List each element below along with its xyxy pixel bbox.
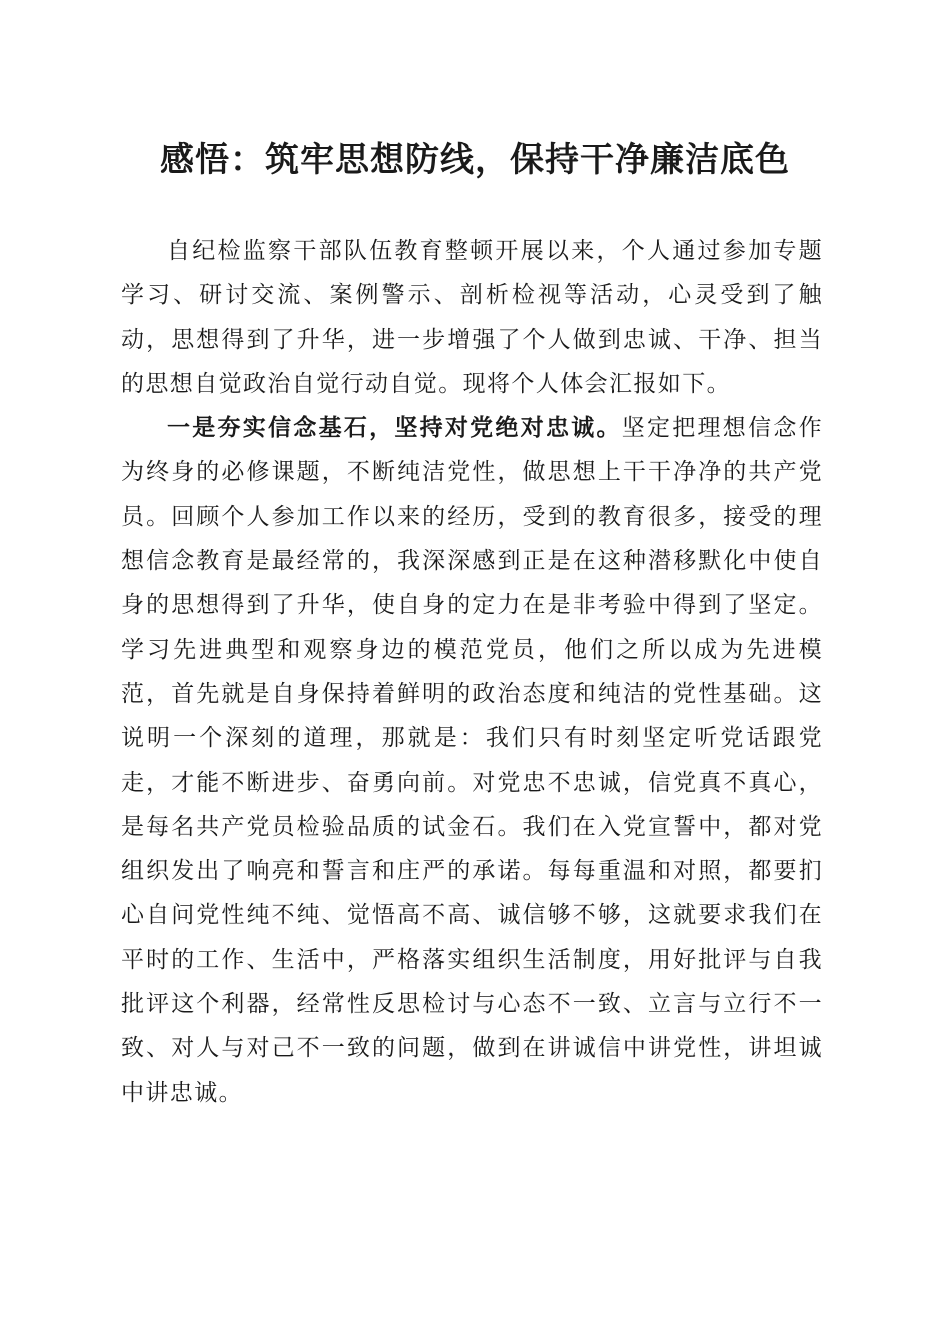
paragraph-intro — [121, 229, 823, 406]
document-body — [121, 229, 823, 1115]
paragraph-section-one — [121, 406, 823, 1115]
document-title: 感悟：筑牢思想防线，保持干净廉洁底色 — [160, 140, 790, 180]
section-one-text: 坚定把理想信念作为终身的必修课题，不断纯洁党性，做思想上干干净净的共产党员。回顾个人参加工作以来的经历，受到的教育很多，接受的理想信念教育是最经常的，我深深感到正是在这种潜移默化中使自身的思想得到了升华，使自身的定力在是非考验中得到了坚定。学习先进典型和观察身边的模范党员，他们之所以成为先进模范，首先就是自身保持着鲜明的政治态度和纯洁的党性基础。这说明一个深刻的道理，那就是：我们只有时刻坚定听党话跟党走，才能不断进步、奋勇向前。对党忠不忠诚，信党真不真心，是每名共产党员检验品质的试金石。我们在入党宣誓中，都对党组织发出了响亮和誓言和庄严的承诺。每每重温和对照，都要扪心自问党性纯不纯、觉悟高不高、诚信够不够，这就要求我们在平时的工作、生活中，严格落实组织生活制度，用好批评与自我批评这个利器，经常性反思检讨与心态不一致、立言与立行不一致、对人与对己不一致的问题，做到在讲诚信中讲党性，讲坦诚中讲忠诚。 — [121, 415, 823, 1106]
paragraph-intro-text: 自纪检监察干部队伍教育整顿开展以来，个人通过参加专题学习、研讨交流、案例警示、剖析检视等活动，心灵受到了触动，思想得到了升华，进一步增强了个人做到忠诚、干净、担当的思想自觉政治自觉行动自觉。现将个人体会汇报如下。 — [121, 238, 823, 397]
section-one-heading: 一是夯实信念基石，坚持对党绝对忠诚。 — [167, 414, 622, 442]
